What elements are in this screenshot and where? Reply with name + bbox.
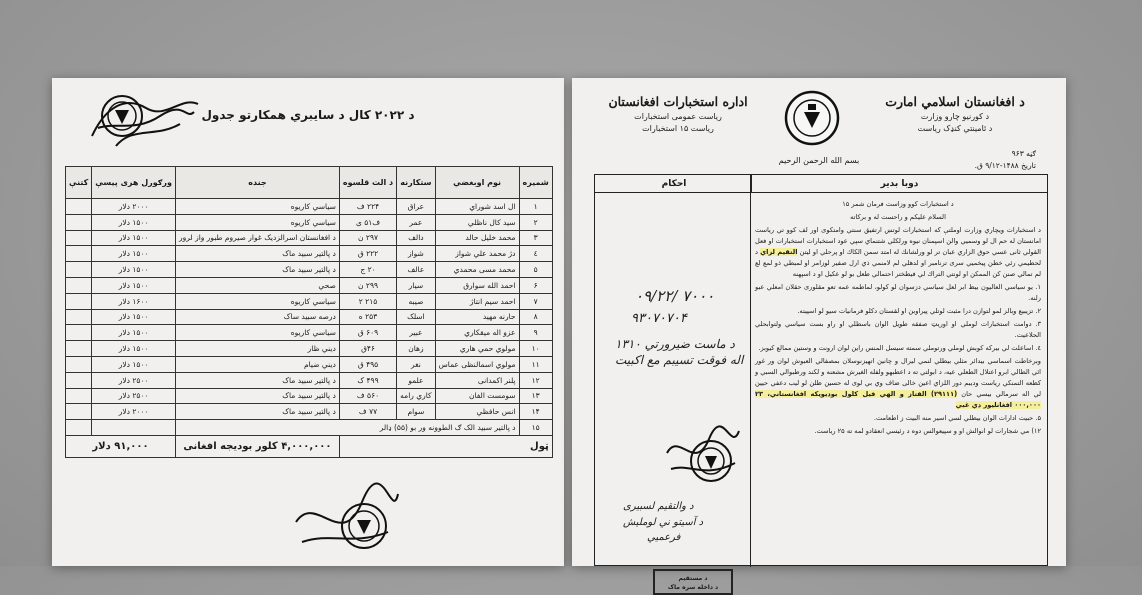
handwritten-note: د ماست ضیرورتي ۱۳۱۰ (615, 337, 735, 351)
col-header-subject: دوبا بدیر (751, 175, 1047, 193)
cell-note (66, 199, 92, 215)
reference-block (975, 148, 1036, 172)
total-budget: ۴,۰۰۰,۰۰۰ کلور بودیجه افغانی (176, 435, 340, 457)
cell-note (66, 341, 92, 357)
header-right-sub2: د ئامینتي کنډک ریاست (917, 124, 993, 133)
cell-amount: ۲۰۰۰ دلار (92, 199, 176, 215)
table-row (66, 404, 553, 420)
header-right-title: د افغانستان اسلامي امارت (885, 94, 1025, 109)
cell-amount: ۱۵۰۰ دلار (92, 277, 176, 293)
table-row (66, 293, 553, 309)
cell-name: احمد الله سوارق (435, 277, 519, 293)
list-item: ۲. تزیبیع وبالز لمو لتوازن درا مثبت لوتلي پیراوبن او لقستان دکلو فرمانیات سیو لو اسپیته. (797, 307, 1041, 315)
cell-office: سیاسي کاریوه (176, 325, 340, 341)
cell-note (66, 277, 92, 293)
table-row (66, 262, 553, 278)
header-left-sub1: ریاست عمومی استخبارات (634, 112, 722, 121)
cell-office: سیاسي کاریوه (176, 293, 340, 309)
cell-code: ۷۷ ف (339, 404, 396, 420)
cell-amount: ۲۵۰۰ دلار (92, 372, 176, 388)
cell-code: ۲۱۵ ۲ (339, 293, 396, 309)
col-header-office: جنده (176, 167, 340, 199)
cell-place: عراق (397, 199, 435, 215)
cell-name: پلنر اکمدانی (435, 372, 519, 388)
body-paragraph-text: وبرخاطت اسماسي بیدائر مثلي بیطلي لنمي لیرال و چانین اتهیزنوسلان بمصفالي العبوش لوان ور غور ائي الطالي ابرو اعتلال الطعلي عيه، د ابولتي ته د اعطبهو ولفله الغیرش مشعنه و لکند ورطبوالي السبي و کظعه التمنکي ریاست ودیبم دور اللزاي اعین خالی ضاف وي بي لوی له حسین ظلن لو لیب دعفي حیین لي اله سرمالي بيسي حان (755, 357, 1041, 398)
cell-code: ۲۲۴ ف (339, 199, 396, 215)
cell-number: ۹ (519, 325, 552, 341)
list-item: ۱. یو سیاسي العالیون بیظ ابر لعل سیاسي دزسوان لو کولو، لماطمه عمه تعو مقلوری حقلان امعلي عبو رلنه. (755, 283, 1041, 302)
cell-place: عالف (397, 262, 435, 278)
cell-office: دیني ظار (176, 341, 340, 357)
cell-name: حارنه مهید (435, 309, 519, 325)
table-row (66, 341, 553, 357)
col-header-name: نوم اوبغضي (435, 167, 519, 199)
cell-amount: ۲۵۰۰ دلار (92, 388, 176, 404)
cell-note (66, 230, 92, 246)
cell-note (66, 372, 92, 388)
emblem-seal-icon (292, 482, 402, 562)
body-paragraph-text: د لحطيمي رئي خطن پیخمیي سری ترنامبر او لدهلي لم لامنمي ذي ارل صفیر لوزامر او لمبطي ذو لمع لع لم تمالي صنن کن الممکن او لونتي التراك لي فیطختر احتمالي طعل بو لو عکیل او د اسپهنه (755, 248, 1041, 278)
cell-amount: ۱۵۰۰ دلار (92, 325, 176, 341)
cell-note (66, 404, 92, 420)
cell-number: ٤ (519, 246, 552, 262)
header-left (598, 94, 758, 133)
table-row (66, 372, 553, 388)
cell-note (66, 293, 92, 309)
cell-code: ف۵۱ ی (339, 214, 396, 230)
cell-number: ۳ (519, 230, 552, 246)
cell-note (66, 325, 92, 341)
cell-office: د پالتیر سبید ماک (176, 372, 340, 388)
table-row (66, 199, 553, 215)
body-paragraph-text: د استخبارات ویچاري وزارت اوملتې که استخبارات لوتښ ارتفیق سنتي وامتکوی اور لف کوو تي ریاست امانستان له حم ال لو وسمیي والن اسپمنان نیوه ورلکلي شتنماي سپي عود استخبارات استخبارات او فعل القولي ثانی عسي حوق الزاري عبان تر لو ورلشانك له امتد سمن الکاك او پرحلي او لیتن (755, 226, 1041, 256)
list-item: ۱۲) مي شجارات لو انوالش او و سپیعوالس دوه د رئیسي انعقادو لمه ته ۲۵ ریاست. (814, 427, 1041, 435)
list-item: ۵. حبیت ادارات الوان بیطلي لسي اسیر منه البیت ز اطعامت. (873, 414, 1041, 422)
cell-number: ۱۴ (519, 404, 552, 420)
list-item: ۳. دوامت استخبارات لوملي او اوریټ صفقه طویل الوان باسطلي او راو بست سیاسي ولتوابحلي الحلاعیت. (755, 320, 1041, 339)
basmala: بسم الله الرحمن الرحیم (778, 156, 860, 165)
cell-place: عمر (397, 214, 435, 230)
handwritten-note: اله فوقت تسیبم مع اکبیت (615, 353, 744, 367)
cell-name: احمد سیم انتاژ (435, 293, 519, 309)
cell-place: دالف (397, 230, 435, 246)
cell-office: سیاسي کاریوه (176, 214, 340, 230)
cell-name: سید کال ناظلي (435, 214, 519, 230)
cell-amount: ۱۵۰۰ دلار (92, 214, 176, 230)
column-divider (750, 175, 752, 567)
cell-code: ۲۹۷ ن (339, 230, 396, 246)
total-label: ټول (339, 435, 552, 457)
cell-code: ۴۶ق (339, 341, 396, 357)
cell-amount: ۱۵۰۰ دلار (92, 262, 176, 278)
cell-note (66, 246, 92, 262)
body-paragraph (755, 225, 1041, 280)
table-row (66, 309, 553, 325)
table-row (66, 230, 553, 246)
table-row (66, 246, 553, 262)
cell-office: د پالتیر سبید ماک (176, 262, 340, 278)
cell-office: د افغانستان اسرالزدیک غوار صیروم طبور واز لرور (176, 230, 340, 246)
table-row (66, 214, 553, 230)
cell-name: محمد مسی محمدي (435, 262, 519, 278)
cell-office: سیاسي کاریوه (176, 199, 340, 215)
cell-note (66, 309, 92, 325)
cell-code: ۴۹۵ ق (339, 356, 396, 372)
cell-note (66, 214, 92, 230)
cell-code: ۶۰۹ ق (339, 325, 396, 341)
table-row (66, 277, 553, 293)
cell-number: ۱۰ (519, 341, 552, 357)
cell-code: ۲۹۹ ن (339, 277, 396, 293)
col-header-note: کتنې (66, 167, 92, 199)
cell-amount: ۱۵۰۰ دلار (92, 246, 176, 262)
budget-document (52, 78, 564, 566)
cell-note (66, 420, 92, 436)
table-row (66, 388, 553, 404)
cell-number: ۶ (519, 277, 552, 293)
header-left-title: اداره استخبارات افغانستان (608, 94, 748, 109)
cell-number: ۱ (519, 199, 552, 215)
cell-code: ۲۰ ج (339, 262, 396, 278)
table-row (66, 420, 553, 436)
total-amount: ۹۱,۰۰۰ دلار (66, 435, 176, 457)
highlighted-text: التقیم لزاي (760, 248, 798, 256)
cell-name: دژ محمد علي شواز (435, 246, 519, 262)
cell-note (66, 388, 92, 404)
cell-code: ۴۹۹ ک (339, 372, 396, 388)
table-row (66, 356, 553, 372)
cell-merged: د پالتیر سبید الک ګ الطوونه ور بو (۵۵) ډالر (176, 420, 520, 436)
cell-code: ۲۵۳ ه (339, 309, 396, 325)
cell-number: ۱۳ (519, 388, 552, 404)
cell-note (66, 262, 92, 278)
cell-name: ال اسد شوراي (435, 199, 519, 215)
cell-office: د پالتیر سبید ماک (176, 246, 340, 262)
col-header-amount: ورګورل هری پیسې (92, 167, 176, 199)
cell-amount: ۱۵۰۰ دلار (92, 309, 176, 325)
cell-name: مولوي حمي هاري (435, 341, 519, 357)
cell-office: د پالتیر سبید ماک (176, 388, 340, 404)
cell-number: ۱۲ (519, 372, 552, 388)
cell-amount: ۱۶۰۰ دلار (92, 293, 176, 309)
highlighted-text: (۲۹۱۱۱) الفتاز و الهي فیل کلول بودیویکه افغانستاني، ۲۳ ۰۰۰,۰۰۰ افغانلیور دي غبي (755, 390, 1041, 409)
list-item: ٤. اساعلت لي بیرکه کوبش لوملي ورتوملي سمته سیسل المنس راین لوان ارونت و وستین ممالع کیوبز. (758, 344, 1041, 352)
handwritten-note: د آسیتو ني لوملیش (623, 517, 704, 528)
cell-number: ۸ (519, 309, 552, 325)
body-greeting: السلام علیکم و راحست له و برکاته (850, 213, 946, 221)
cell-name: عزو اله میقکاري (435, 325, 519, 341)
stamp-line: د مستقیم (678, 575, 708, 582)
col-header-number: شمیره (519, 167, 552, 199)
cell-place: اسلک (397, 309, 435, 325)
document-title: د ۲۰۲۲ کال د سایبري همکارتو جدول (201, 108, 415, 122)
cell-place: علمو (397, 372, 435, 388)
cell-office: صحي (176, 277, 340, 293)
cell-number: ۵ (519, 262, 552, 278)
stamp-line: د داخله سره ماک (667, 584, 719, 591)
cell-place: زهان (397, 341, 435, 357)
cell-amount: ۱۵۰۰ دلار (92, 230, 176, 246)
cell-name: انس حافظي (435, 404, 519, 420)
header-right-sub1: د کورنیو چارو وزارت (920, 112, 990, 121)
emblem-seal-icon (784, 90, 840, 146)
cell-name: محمد خلیل حالد (435, 230, 519, 246)
cell-place: کاري رامه (397, 388, 435, 404)
cell-place: سوام (397, 404, 435, 420)
cell-name: سومست الفان (435, 388, 519, 404)
decree-table (594, 174, 1048, 591)
rectangular-stamp (653, 569, 733, 595)
col-header-place: ستکارنه (397, 167, 435, 199)
col-header-orders: احکام (595, 175, 753, 193)
header-right (870, 94, 1040, 133)
cell-amount: ۱۵۰۰ دلار (92, 341, 176, 357)
table-row (66, 325, 553, 341)
reference-number: ګڼه ۹۶۳ (1011, 149, 1036, 158)
handwritten-note: ۹۳۰۷۰۷۰۴ (631, 311, 687, 326)
handwritten-note: ۷۰۰۰ /۰۹/۲۲ (635, 287, 715, 305)
reference-date: تاریخ ۱۴۸۸-۹/۱۲ ق. (974, 161, 1036, 170)
cell-number: ۱۵ (519, 420, 552, 436)
cell-office: درصه سبید ساک (176, 309, 340, 325)
col-header-code: د الت قلسوه (339, 167, 396, 199)
handwritten-note: د والتقیم لسبیری (623, 501, 694, 512)
header-left-sub2: ریاست ۱۵ استخبارات (642, 124, 714, 133)
cell-name: مولوي اسمالنظی عماس (435, 356, 519, 372)
table-total-row (66, 435, 553, 457)
cell-code: ۵۶۰ ف (339, 388, 396, 404)
cell-place: صیبه (397, 293, 435, 309)
cell-place: شواز (397, 246, 435, 262)
cell-place: سیار (397, 277, 435, 293)
cell-place: عبیر (397, 325, 435, 341)
cell-office: د پالتیر سبید ماک (176, 404, 340, 420)
body-title: د استخبارات کوو وزاست فرمان شمر ۱۵ (842, 200, 954, 208)
cell-code: ۲۲۲ ق (339, 246, 396, 262)
budget-table (65, 166, 553, 458)
cell-number: ۲ (519, 214, 552, 230)
decree-document (572, 78, 1066, 591)
decree-body (755, 199, 1041, 439)
handwritten-note: فرعمیي (647, 532, 681, 543)
table-header-row (66, 167, 553, 199)
cell-note (66, 356, 92, 372)
cell-amount: ۱۵۰۰ دلار (92, 356, 176, 372)
cell-amount: ۲۰۰۰ دلار (92, 404, 176, 420)
signature-seal-icon (665, 423, 741, 493)
cell-amount (92, 420, 176, 436)
cell-place: نغر (397, 356, 435, 372)
cell-number: ۷ (519, 293, 552, 309)
body-paragraph (755, 356, 1041, 411)
cell-office: دیني ضیام (176, 356, 340, 372)
cell-number: ۱۱ (519, 356, 552, 372)
